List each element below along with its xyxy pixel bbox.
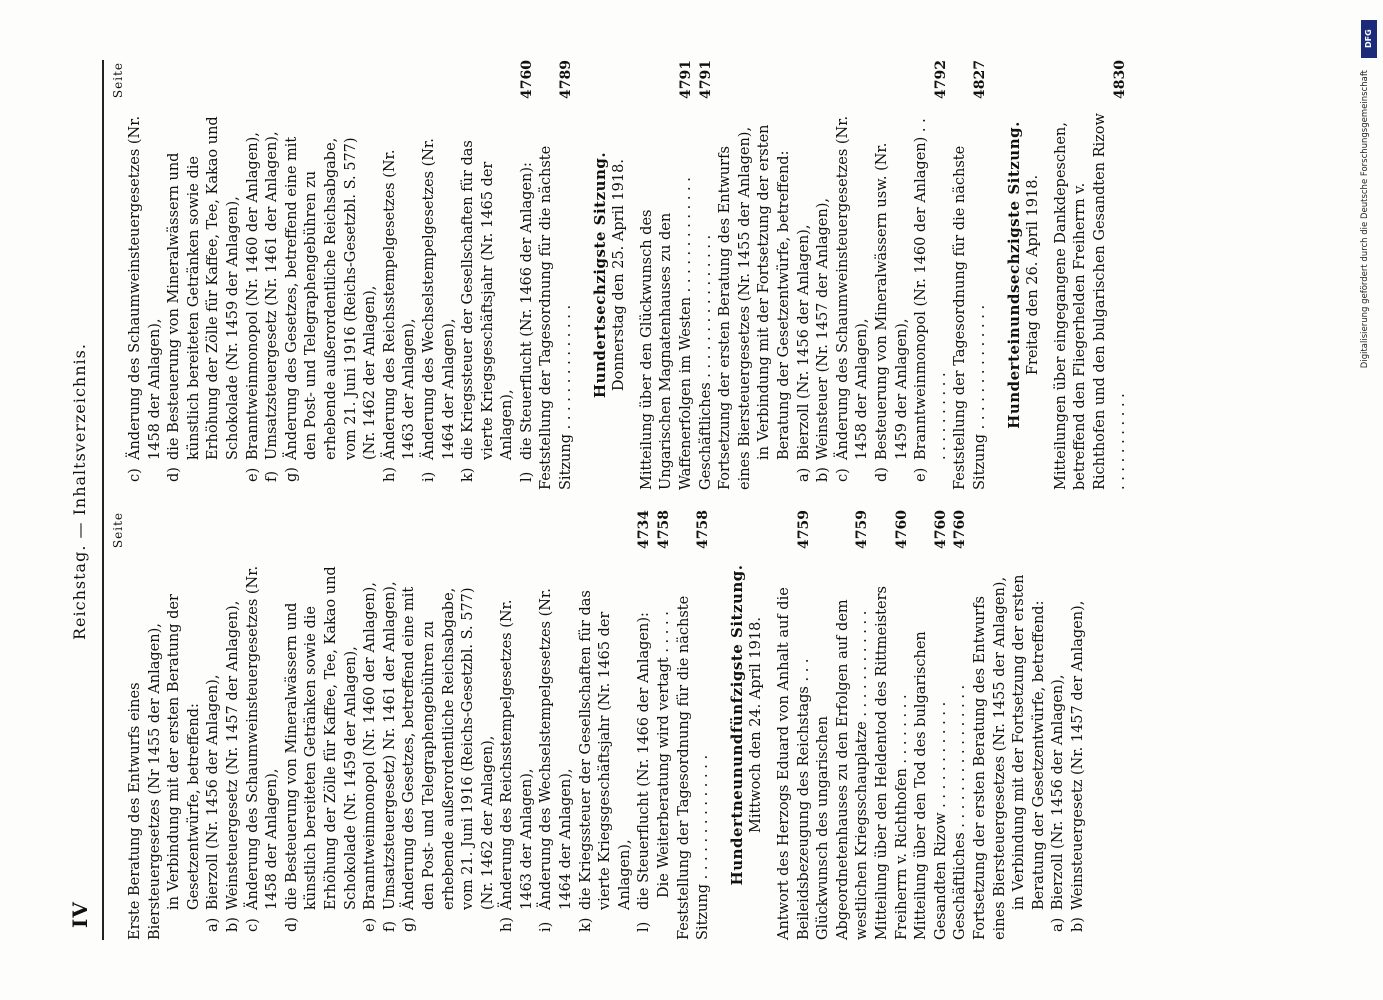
entry-text: Fortsetzung der ersten Beratung des Entwurfs eines Biersteuergesetzes (Nr. 1455 der Anlagen),: [971, 576, 1008, 940]
entry-text: in Verbindung mit der Fortsetzung der ersten Beratung der Gesetzentwürfe, betreffend:: [756, 124, 792, 460]
entry-text: Weinsteuergesetz (Nr. 1457 der Anlagen),: [1069, 600, 1086, 910]
index-entry: [244, 510, 283, 940]
entry-label: a): [1050, 917, 1067, 932]
index-entry: [126, 60, 165, 490]
index-entry: [165, 60, 243, 490]
entry-label: f): [381, 920, 398, 932]
entry-page: 4760: [932, 510, 949, 549]
rotated-page: [60, 60, 1350, 940]
entry-page: 4791: [678, 60, 695, 99]
index-entry: [755, 60, 794, 490]
entry-text: die Besteuerung von Mineralwässern und künstlich bereiteten Getränken sowie die Erhöhung der Zölle für Kaffee, Tee, Kakao und Schokolade (Nr. 1459 der Anlagen),: [283, 566, 359, 910]
entry-text: Mitteilung über den Heldentod des Rittmeisters Freiherrn v. Richthofen . . . . . . . .: [873, 586, 910, 940]
index-entry: [400, 510, 498, 940]
index-entry: [873, 510, 912, 940]
index-entry: [381, 60, 420, 490]
entry-label: g): [401, 917, 418, 932]
entry-text: Umsatzsteuergesetz (Nr. 1461 der Anlagen),: [264, 131, 281, 460]
stamp-text: Digitalisierung gefördert durch die Deutsche Forschungsgemeinschaft: [1360, 70, 1370, 369]
entry-text: Änderung des Schaumweinsteuergesetzes (Nr. 1458 der Anlagen),: [127, 115, 163, 460]
entry-list: [126, 510, 1089, 940]
index-entry: [971, 510, 1010, 940]
index-entry: [1010, 510, 1049, 940]
index-entry: [834, 60, 873, 490]
entry-text: Umsatzsteuergesetz) Nr. 1461 der Anlagen),: [381, 581, 398, 910]
index-entry: [224, 510, 244, 940]
entry-text: Weinsteuer (Nr. 1457 der Anlagen),: [815, 198, 832, 460]
session-heading: Hunderteinundsechzigste Sitzung.: [1004, 121, 1023, 429]
entry-label: d): [283, 917, 300, 932]
entry-text: die Steuerflucht (Nr. 1466 der Anlagen):: [636, 612, 653, 910]
entry-text: Änderung des Reichsstempelgesetzes (Nr. 1463 der Anlagen),: [499, 599, 535, 910]
entry-text: Branntweinmonopol (Nr. 1460 der Anlagen) . . . . . . . . . . . .: [913, 118, 949, 460]
entry-label: k): [577, 917, 594, 932]
index-entry: [697, 60, 717, 490]
index-entry: [814, 510, 873, 940]
index-entry: [244, 60, 264, 490]
entry-label: h): [499, 917, 516, 932]
entry-page: 4758: [656, 510, 673, 549]
dfg-logo: DFG: [1361, 20, 1377, 58]
entry-label: b): [815, 467, 832, 482]
entry-label: d): [166, 467, 183, 482]
entry-label: g): [283, 467, 300, 482]
entry-text: Änderung des Gesetzes, betreffend eine mit den Post- und Telegraphengebühren zu erhebende außerordentliche Reichsabgabe, vom 21. Juni 1916 (Reichs-Gesetzbl. S. 577) (Nr. 1462 der Anlagen),: [401, 586, 496, 910]
entry-page: 4789: [558, 60, 575, 99]
entry-list: [126, 60, 1130, 490]
entry-text: die Kriegssteuer der Gesellschaften für das vierte Kriegsgeschäftsjahr (Nr. 1465 der Anlagen),: [577, 590, 633, 910]
entry-page: 4760: [518, 60, 535, 99]
index-entry: [638, 60, 697, 490]
session-heading: Hundertneunundfünfzigste Sitzung.: [727, 564, 746, 886]
index-entry: [537, 510, 576, 940]
index-entry: [814, 60, 834, 490]
index-entry: [165, 510, 204, 940]
entry-text: Änderung des Schaumweinsteuergesetzes (Nr. 1458 der Anlagen),: [834, 115, 871, 460]
entry-text: Feststellung der Tagesordnung für die nächste Sitzung . . . . . . . . . . . . . .: [675, 595, 712, 940]
entry-text: Bierzoll (Nr. 1456 der Anlagen),: [205, 674, 222, 910]
index-entry: [795, 60, 815, 490]
index-entry: [283, 510, 361, 940]
index-entry: [126, 510, 165, 940]
digitization-stamp: [1358, 10, 1380, 990]
entry-label: a): [205, 917, 222, 932]
entry-text: Erste Beratung des Entwurfs eines Biersteuergesetzes (Nr 1455 der Anlagen),: [127, 623, 163, 940]
entry-text: Geschäftliches . . . . . . . . . . . . . . . .: [697, 234, 714, 490]
index-entry: [1052, 60, 1130, 490]
entry-text: Änderung des Wechselstempelgesetzes (Nr. 1464 der Anlagen),: [538, 588, 575, 910]
index-entry: [381, 510, 401, 940]
entry-text: in Verbindung mit der ersten Beratung der Gesetzentwürfe, betreffend:: [166, 594, 202, 910]
entry-page: 4759: [795, 510, 812, 549]
entry-text: Feststellung der Tagesordnung für die nächste Sitzung . . . . . . . . . . . . . .: [952, 145, 988, 490]
entry-text: Bierzoll (Nr. 1456 der Anlagen),: [795, 224, 812, 460]
entry-text: in Verbindung mit der Fortsetzung der ersten Beratung der Gesetzentwürfe, betreffend:: [1011, 574, 1047, 910]
index-entry: [361, 510, 381, 940]
entry-label: c): [244, 918, 261, 932]
index-entry: [951, 510, 971, 940]
entry-text: Branntweinmonopol (Nr. 1460 der Anlagen),: [362, 582, 379, 910]
entry-page: 4792: [932, 60, 949, 99]
entry-label: h): [381, 467, 398, 482]
entry-text: Geschäftliches . . . . . . . . . . . . . . . .: [952, 684, 969, 940]
entry-text: Feststellung der Tagesordnung für die nächste Sitzung . . . . . . . . . . . . . .: [538, 145, 575, 490]
running-head: [60, 60, 100, 940]
session-heading: Hundertsechzigste Sitzung.: [590, 151, 609, 399]
entry-label: b): [224, 917, 241, 932]
index-entry: [873, 60, 912, 490]
entry-page: 4759: [854, 510, 871, 549]
entry-text: die Kriegssteuer der Gesellschaften für das vierte Kriegsgeschäftsjahr (Nr. 1465 der Anlagen),: [460, 140, 516, 460]
entry-page: 4827: [971, 60, 988, 99]
session-date: Donnerstag den 25. April 1918.: [611, 159, 628, 391]
entry-label: k): [460, 467, 477, 482]
entry-text: Änderung des Wechselstempelgesetzes (Nr. 1464 der Anlagen),: [420, 138, 457, 460]
entry-text: Branntweinmonopol (Nr. 1460 der Anlagen),: [244, 132, 261, 460]
index-entry: [577, 510, 636, 940]
index-entry: [263, 60, 283, 490]
entry-text: Bierzoll (Nr. 1456 der Anlagen),: [1050, 674, 1067, 910]
entry-text: die Besteuerung von Mineralwässern und künstlich bereiteten Getränken sowie die Erhöhung der Zölle für Kaffee, Tee, Kakao und Schokolade (Nr. 1459 der Anlagen),: [166, 116, 241, 460]
seite-label: Seite: [111, 62, 125, 99]
entry-label: e): [913, 467, 930, 482]
index-entry: [675, 510, 714, 940]
running-title: Reichstag. — Inhaltsverzeichnis.: [70, 343, 89, 640]
entry-label: e): [244, 467, 261, 482]
entry-text: Änderung des Gesetzes, betreffend eine mit den Post- und Telegraphengebühren zu erhebende außerordentliche Reichsabgabe, vom 21. Juni 1916 (Reichs-Gesetzbl. S. 577) (Nr. 1462 der Anlagen),: [283, 136, 379, 460]
entry-label: l): [518, 471, 535, 482]
index-entry: [655, 510, 675, 940]
index-entry: [283, 60, 381, 490]
entry-text: Die Weiterberatung wird vertagt . . . . .: [656, 611, 673, 898]
index-entry: [912, 60, 951, 490]
session-date: Freitag den 26. April 1918.: [1025, 174, 1042, 376]
entry-text: Weinsteuergesetz (Nr. 1457 der Anlagen),: [224, 600, 241, 910]
entry-text: Änderung des Reichsstempelgesetzes (Nr. 1463 der Anlagen),: [381, 149, 418, 460]
entry-text: Antwort des Herzogs Eduard von Anhalt auf die Beileidsbezeugung des Reichstags . . .: [776, 587, 812, 940]
entry-text: Mitteilung über den Tod des bulgarischen Gesandten Rizow . . . . . . . . . . . .: [913, 631, 949, 940]
entry-text: die Steuerflucht (Nr. 1466 der Anlagen):: [518, 162, 535, 460]
index-entry: [716, 60, 755, 490]
entry-text: Glückwunsch des ungarischen Abgeordnetenhauses zu den Erfolgen auf dem westlichen Kriegsschauplatze . . . . . . . . . . . .: [815, 599, 871, 940]
index-entry: [1049, 510, 1069, 940]
entry-page: 4791: [697, 60, 714, 99]
entry-label: a): [795, 467, 812, 482]
entry-text: Änderung des Schaumweinsteuergesetzes (Nr. 1458 der Anlagen),: [244, 565, 281, 910]
entry-text: Fortsetzung der ersten Beratung des Entwurfs eines Biersteuergesetzes (Nr. 1455 der Anlagen),: [717, 126, 753, 490]
index-entry: [498, 510, 537, 940]
entry-label: d): [873, 467, 890, 482]
index-entry: [204, 510, 224, 940]
entry-page: 4830: [1111, 60, 1128, 99]
index-entry: [1069, 510, 1089, 940]
index-entry: [912, 510, 951, 940]
entry-label: i): [420, 471, 437, 482]
left-column: [110, 510, 1089, 940]
index-entry: [635, 510, 655, 940]
seite-label: Seite: [111, 512, 125, 549]
index-entry: [420, 60, 459, 490]
session-date: Mittwoch den 24. April 1918.: [748, 617, 765, 833]
index-entry: [775, 510, 814, 940]
index-entry: [459, 60, 518, 490]
entry-label: i): [538, 921, 555, 932]
entry-label: f): [264, 470, 281, 482]
index-entry: [951, 60, 990, 490]
entry-text: Mitteilungen über eingegangene Dankdepeschen, betreffend den Fliegerhelden Freiherrn v. Richthofen und den bulgarischen Gesandten Rizow . . . . . . . . . . .: [1052, 113, 1128, 490]
entry-text: Besteuerung von Mineralwässern usw. (Nr. 1459 der Anlagen),: [873, 142, 910, 460]
entry-label: c): [834, 468, 851, 482]
entry-label: l): [636, 921, 653, 932]
entry-page: 4760: [952, 510, 969, 549]
entry-label: c): [127, 468, 143, 482]
right-column: [110, 60, 1130, 490]
entry-page: 4760: [893, 510, 910, 549]
header-rule: [102, 60, 104, 940]
entry-page: 4758: [695, 510, 712, 549]
index-entry: [537, 60, 576, 490]
entry-page: 4734: [636, 510, 653, 549]
entry-text: Mitteilung über den Glückwunsch des Ungarischen Magnatenhauses zu den Waffenerfolgen im Westen . . . . . . . . . . . . .: [638, 177, 695, 490]
entry-label: e): [362, 917, 379, 932]
page-number: IV: [68, 901, 92, 928]
index-entry: [518, 60, 538, 490]
entry-label: b): [1069, 917, 1086, 932]
